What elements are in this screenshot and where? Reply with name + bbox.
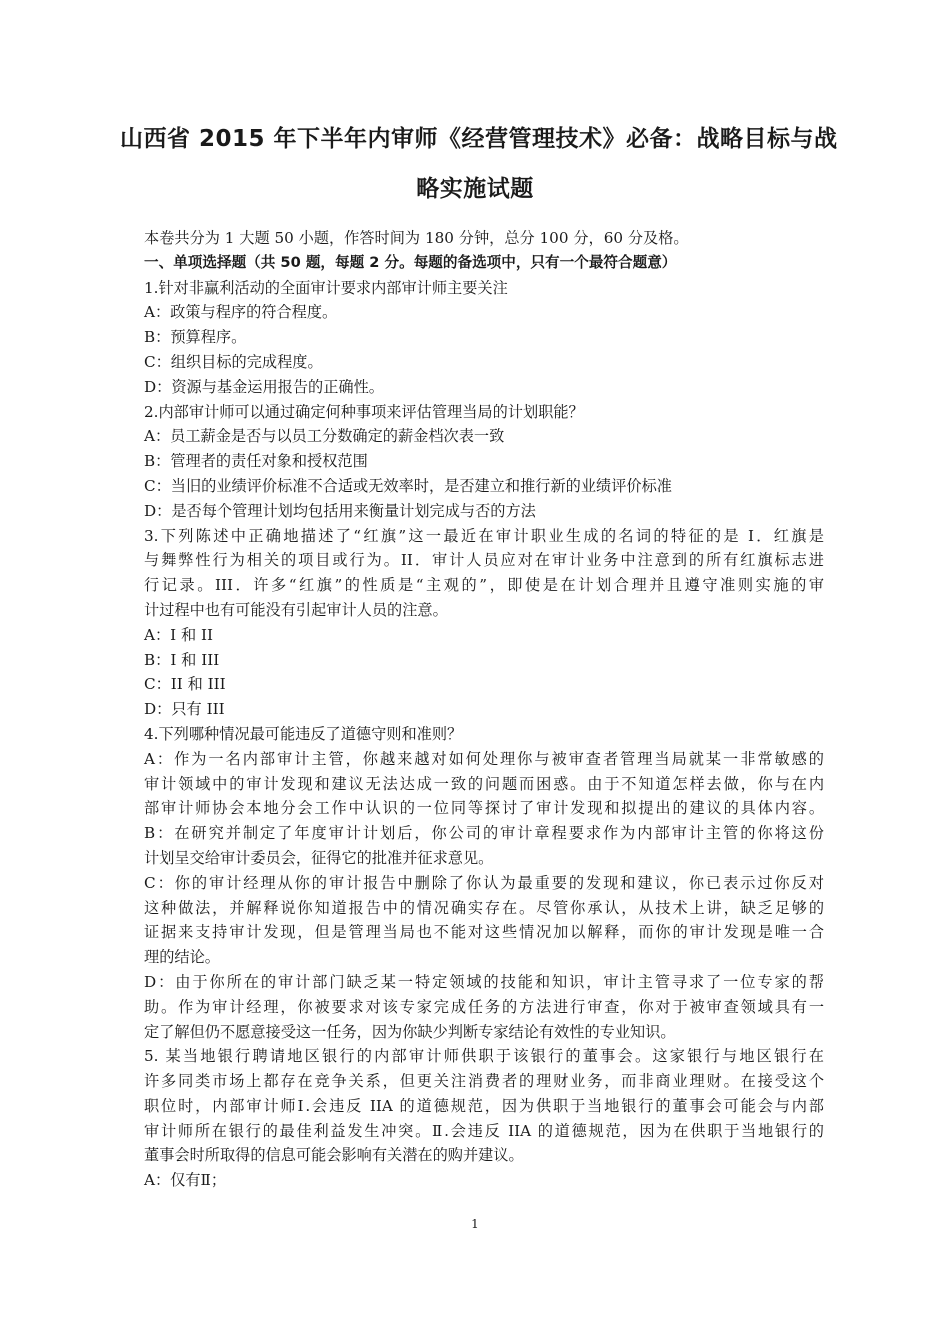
text-line: C：当旧的业绩评价标准不合适或无效率时，是否建立和推行新的业绩评价标准: [144, 476, 672, 495]
text-line: 理的结论。: [144, 948, 220, 967]
text-line: 3.下列陈述中正确地描述了“红旗”这一最近在审计职业生成的名词的特征的是 I．红旗是: [144, 526, 824, 545]
text-line: 本卷共分为 1 大题 50 小题，作答时间为 180 分钟，总分 100 分，60 分及格。: [144, 229, 689, 247]
text-line: 计划呈交给审计委员会，征得它的批准并征求意见。: [144, 848, 494, 867]
text-line: 审计领域中的审计发现和建议无法达成一致的问题而困惑。由于不知道怎样去做，你与在内: [144, 774, 824, 793]
text-line: A：I 和 II: [144, 625, 213, 644]
text-line: 与舞弊性行为相关的项目或行为。II．审计人员应对在审计业务中注意到的所有红旗标志进: [144, 551, 824, 570]
text-line: 助。作为审计经理，你被要求对该专家完成任务的方法进行审查，你对于被审查领域具有一: [144, 997, 824, 1016]
text-line: 2.内部审计师可以通过确定何种事项来评估管理当局的计划职能？: [144, 402, 584, 421]
text-line: 计过程中也有可能没有引起审计人员的注意。: [144, 600, 448, 619]
text-line: D：资源与基金运用报告的正确性。: [144, 377, 384, 396]
text-line: 5. 某当地银行聘请地区银行的内部审计师供职于该银行的董事会。这家银行与地区银行在: [144, 1047, 824, 1066]
text-line: 许多同类市场上都存在竞争关系，但更关注消费者的理财业务，而非商业理财。在接受这个: [144, 1072, 824, 1091]
document-body: [144, 226, 824, 1193]
text-line: 证据来支持审计发现，但是管理当局也不能对这些情况加以解释，而你的审计发现是唯一合: [144, 923, 824, 942]
text-line: 这种做法，并解释说你知道报告中的情况确实存在。尽管你承认，从技术上讲，缺乏足够的: [144, 898, 824, 917]
text-line: C：你的审计经理从你的审计报告中删除了你认为最重要的发现和建议，你已表示过你反对: [144, 873, 824, 892]
page-number: 1: [471, 1217, 479, 1231]
text-line: B：I 和 III: [144, 650, 220, 669]
text-line: C：II 和 III: [144, 675, 226, 694]
text-line: C：组织目标的完成程度。: [144, 352, 323, 371]
text-line: 行记录。III．许多“红旗”的性质是“主观的”，即使是在计划合理并且遵守准则实施的审: [144, 576, 824, 595]
text-line: 部审计师协会本地分会工作中认识的一位同等探讨了审计发现和拟提出的建议的具体内容。: [144, 799, 824, 818]
text-line: 董事会时所取得的信息可能会影响有关潜在的购并建议。: [144, 1146, 524, 1165]
text-line: 4.下列哪种情况最可能违反了道德守则和准则？: [144, 724, 463, 743]
text-line: D：只有 III: [144, 700, 225, 719]
text-line: 职位时，内部审计师Ⅰ.会违反 IIA 的道德规范，因为供职于当地银行的董事会可能会与内部: [144, 1096, 824, 1115]
text-line: B：预算程序。: [144, 328, 247, 347]
text-line: 定了解但仍不愿意接受这一任务，因为你缺少判断专家结论有效性的专业知识。: [144, 1022, 676, 1041]
section-heading: 一、单项选择题（共 50 题，每题 2 分。每题的备选项中，只有一个最符合题意）: [144, 253, 677, 271]
text-line: D：是否每个管理计划均包括用来衡量计划完成与否的方法: [144, 501, 536, 520]
text-line: A：仅有Ⅱ；: [144, 1171, 227, 1190]
text-line: B：在研究并制定了年度审计计划后，你公司的审计章程要求作为内部审计主管的你将这份: [144, 824, 824, 843]
text-line: A：作为一名内部审计主管，你越来越对如何处理你与被审查者管理当局就某一非常敏感的: [144, 749, 824, 768]
text-line: A：员工薪金是否与以员工分数确定的薪金档次表一致: [144, 427, 505, 446]
text-line: 1.针对非赢利活动的全面审计要求内部审计师主要关注: [144, 278, 508, 297]
document-title-line-1: 山西省 2015 年下半年内审师《经营管理技术》必备：战略目标与战: [120, 126, 838, 152]
document-title-line-2: 略实施试题: [416, 176, 534, 202]
text-line: A：政策与程序的符合程度。: [144, 303, 338, 322]
text-line: 审计师所在银行的最佳利益发生冲突。Ⅱ.会违反 IIA 的道德规范，因为在供职于当地银行的: [144, 1121, 824, 1140]
text-line: D：由于你所在的审计部门缺乏某一特定领域的技能和知识，审计主管寻求了一位专家的帮: [144, 972, 824, 991]
text-line: B：管理者的责任对象和授权范围: [144, 452, 368, 471]
